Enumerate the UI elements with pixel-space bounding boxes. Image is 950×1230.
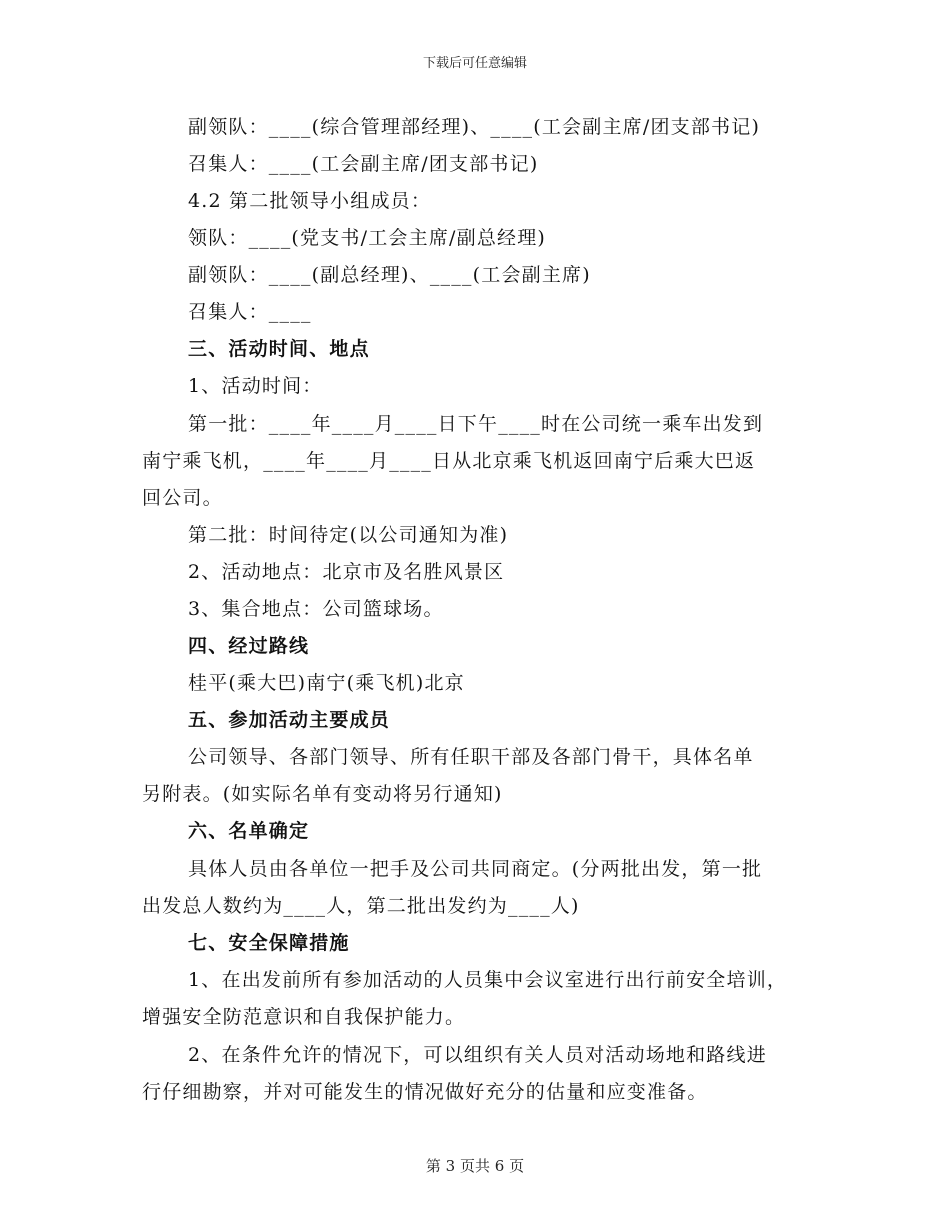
paragraph-line: 1、在出发前所有参加活动的人员集中会议室进行出行前安全培训， [188, 969, 788, 991]
paragraph-line: 行仔细勘察，并对可能发生的情况做好充分的估量和应变准备。 [142, 1081, 708, 1103]
section-heading: 七、安全保障措施 [188, 932, 350, 954]
paragraph-line: 领队：____(党支书/工会主席/副总经理) [188, 227, 547, 249]
paragraph-line: 公司领导、各部门领导、所有任职干部及各部门骨干，具体名单 [188, 746, 754, 768]
paragraph-line: 具体人员由各单位一把手及公司共同商定。(分两批出发，第一批 [188, 858, 763, 880]
paragraph-line: 回公司。 [142, 487, 223, 509]
paragraph-line: 1、活动时间： [188, 375, 323, 397]
page-header: 下载后可任意编辑 [422, 56, 527, 71]
paragraph-line: 出发总人数约为____人，第二批出发约为____人) [142, 895, 580, 917]
paragraph-line: 4.2 第二批领导小组成员： [188, 190, 432, 212]
paragraph-line: 召集人：____ [188, 301, 312, 323]
section-heading: 四、经过路线 [188, 635, 310, 657]
paragraph-line: 2、活动地点：北京市及名胜风景区 [188, 561, 505, 583]
paragraph-line: 桂平(乘大巴)南宁(乘飞机)北京 [188, 672, 465, 694]
paragraph-line: 副领队：____(副总经理)、____(工会副主席) [188, 264, 591, 286]
paragraph-line: 另附表。(如实际名单有变动将另行通知) [142, 783, 503, 805]
paragraph-line: 第一批：____年____月____日下午____时在公司统一乘车出发到 [188, 413, 764, 435]
paragraph-line: 副领队：____(综合管理部经理)、____(工会副主席/团支部书记) [188, 116, 761, 138]
section-heading: 五、参加活动主要成员 [188, 709, 391, 731]
paragraph-line: 增强安全防范意识和自我保护能力。 [142, 1006, 466, 1028]
paragraph-line: 2、在条件允许的情况下，可以组织有关人员对活动场地和路线进 [188, 1044, 767, 1066]
paragraph-line: 南宁乘飞机，____年____月____日从北京乘飞机返回南宁后乘大巴返 [142, 450, 756, 472]
section-heading: 三、活动时间、地点 [188, 338, 370, 360]
paragraph-line: 召集人：____(工会副主席/团支部书记) [188, 153, 539, 175]
paragraph-line: 第二批：时间待定(以公司通知为准) [188, 524, 509, 546]
page-footer: 第 3 页共 6 页 [425, 1157, 525, 1175]
section-heading: 六、名单确定 [188, 820, 310, 842]
paragraph-line: 3、集合地点：公司篮球场。 [188, 598, 444, 620]
